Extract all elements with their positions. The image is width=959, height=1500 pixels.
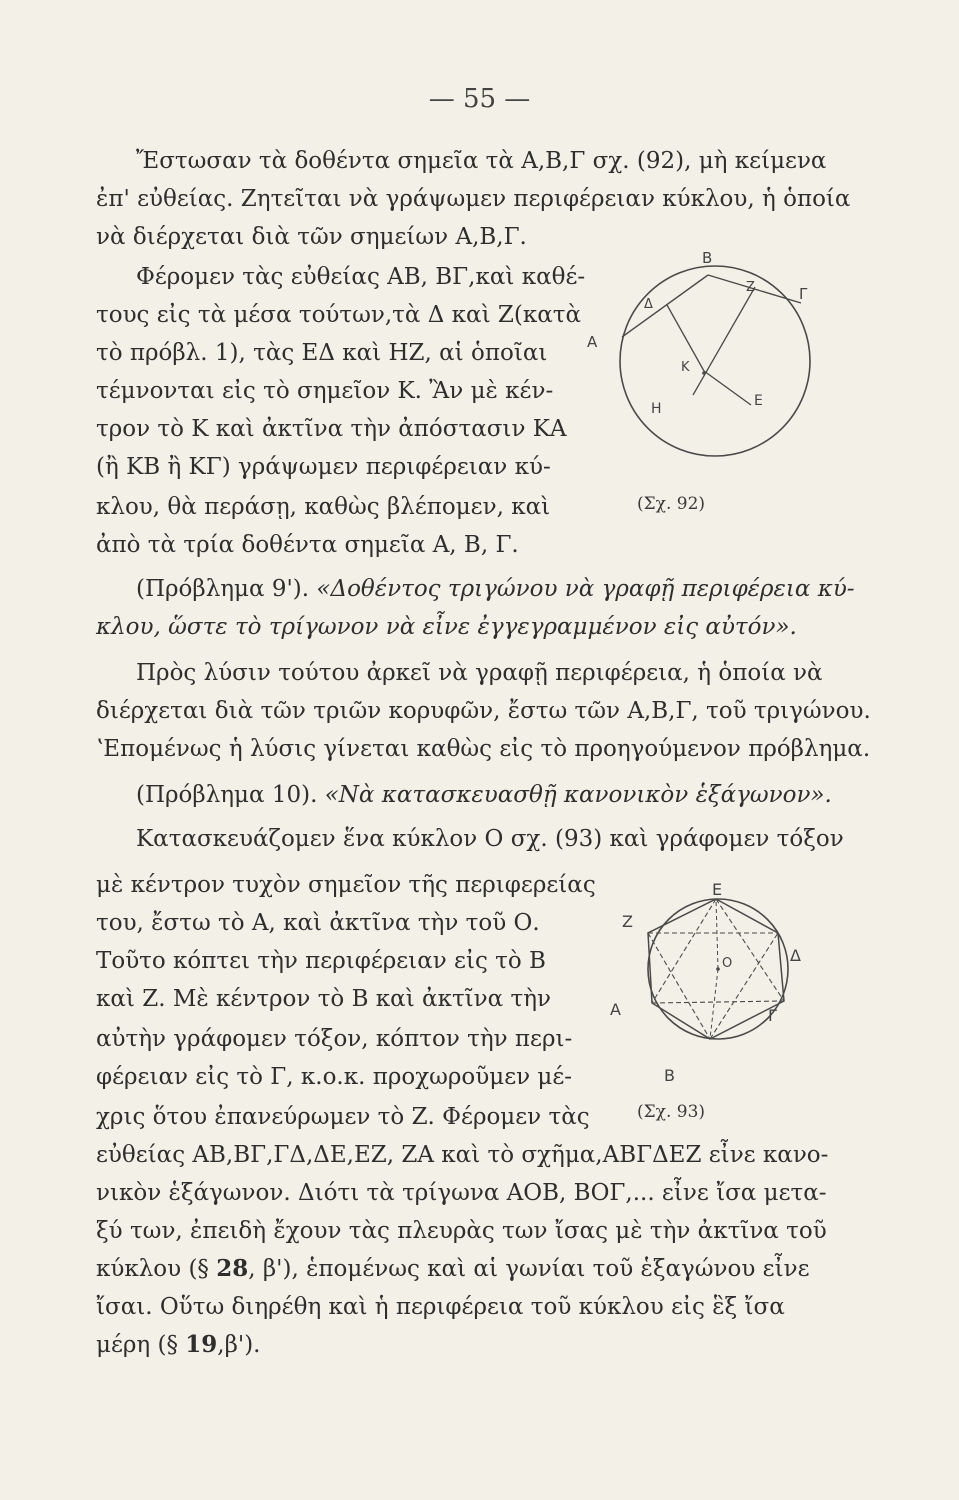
- text-line: ʽΕπομένως ἡ λύσις γίνεται καθὼς εἰς τὸ προηγούμενον πρόβλημα.: [96, 736, 871, 762]
- label-A: Α: [587, 333, 598, 351]
- text-line: Ἔστωσαν τὰ δοθέντα σημεῖα τὰ Α,Β,Γ σχ. (92), μὴ κείμενα: [136, 148, 827, 174]
- section-ref-28: 28: [216, 1255, 249, 1282]
- closing-line2: ἴσαι. Οὕτω διηρέθη καὶ ἡ περιφέρεια τοῦ κύκλου εἰς ἓξ ἴσα: [96, 1294, 785, 1320]
- text-line: Πρὸς λύσιν τούτου ἀρκεῖ νὰ γραφῇ περιφέρεια, ἡ ὁποία νὰ: [136, 660, 823, 686]
- text-line: Φέρομεν τὰς εὐθείας ΑΒ, ΒΓ,καὶ καθέ-: [136, 264, 586, 290]
- label-D: Δ: [644, 297, 653, 312]
- text-line: (ἢ ΚΒ ἢ ΚΓ) γράψωμεν περιφέρειαν κύ-: [96, 454, 551, 480]
- circumcircle: [620, 266, 810, 456]
- figure-93-hexagon: [600, 875, 840, 1105]
- closing-text: κύκλου (§: [96, 1256, 217, 1282]
- diagonal-AG: [652, 1001, 784, 1003]
- problem9-statement: «Δοθέντος τριγώνου νὰ γραφῇ περιφέρεια κύ-: [316, 576, 855, 602]
- label-G: Γ: [799, 285, 808, 303]
- text-line: ἐπ' εὐθείας. Ζητεῖται νὰ γράψωμεν περιφέρειαν κύκλου, ἡ ὁποία: [96, 186, 851, 212]
- problem9-line2: κλου, ὥστε τὸ τρίγωνον νὰ εἶνε ἐγγεγραμμένον εἰς αὐτόν».: [96, 614, 797, 640]
- text-line: κλου, θὰ περάσῃ, καθὼς βλέπομεν, καὶ: [96, 494, 551, 520]
- text-line: νὰ διέρχεται διὰ τῶν σημείων Α,Β,Γ.: [96, 224, 527, 250]
- text-line: ξύ των, ἐπειδὴ ἔχουν τὰς πλευρὰς των ἴσας μὲ τὴν ἀκτῖνα τοῦ: [96, 1218, 827, 1244]
- problem10-label: (Πρόβλημα 10).: [136, 782, 318, 808]
- label-D: Δ: [790, 946, 801, 965]
- problem9-line1: [136, 574, 855, 604]
- label-H: Η: [651, 401, 662, 417]
- text-line: τρον τὸ Κ καὶ ἀκτῖνα τὴν ἀπόστασιν ΚΑ: [96, 416, 567, 442]
- text-line: διέρχεται διὰ τῶν τριῶν κορυφῶν, ἔστω τῶν Α,Β,Γ, τοῦ τριγώνου.: [96, 698, 871, 724]
- text-line: τὸ πρόβλ. 1), τὰς ΕΔ καὶ ΗΖ, αἱ ὁποῖαι: [96, 340, 548, 366]
- label-E: Ε: [754, 393, 763, 409]
- label-A: Α: [610, 1000, 621, 1019]
- radius-OE: [716, 899, 718, 969]
- perpendicular-ED-ext: [704, 371, 751, 405]
- text-line: εὐθείας ΑΒ,ΒΓ,ΓΔ,ΔΕ,ΕΖ, ΖΑ καὶ τὸ σχῆμα,ΑΒΓΔΕΖ εἶνε κανο-: [96, 1142, 829, 1168]
- text-line: νικὸν ἑξάγωνον. Διότι τὰ τρίγωνα ΑΟΒ, ΒΟΓ,... εἶνε ἴσα μετα-: [96, 1180, 827, 1206]
- text-line: ἀπὸ τὰ τρία δοθέντα σημεῖα Α, Β, Γ.: [96, 532, 519, 558]
- label-E: Ε: [712, 880, 723, 899]
- closing-text: , β'), ἑπομένως καὶ αἱ γωνίαι τοῦ ἑξαγώνου εἶνε: [248, 1256, 810, 1282]
- diagonal-ZB: [648, 933, 710, 1039]
- label-O: Ο: [722, 956, 733, 971]
- label-Z: Ζ: [746, 280, 755, 295]
- text-line: αὐτὴν γράφομεν τόξον, κόπτον τὴν περι-: [96, 1026, 573, 1052]
- perpendicular-HZ: [693, 287, 755, 395]
- text-line: καὶ Ζ. Μὲ κέντρον τὸ Β καὶ ἀκτῖνα τὴν: [96, 986, 551, 1012]
- label-K: Κ: [681, 360, 690, 375]
- problem9-label: (Πρόβλημα 9').: [136, 576, 310, 602]
- section-ref-19: 19: [185, 1331, 218, 1358]
- text-line: του, ἔστω τὸ Α, καὶ ἀκτῖνα τὴν τοῦ Ο.: [96, 910, 540, 936]
- closing-line3: [96, 1330, 261, 1360]
- closing-text: μέρη (§: [96, 1332, 186, 1358]
- text-line: τέμνονται εἰς τὸ σημεῖον Κ. Ἂν μὲ κέν-: [96, 378, 554, 404]
- segment-AB: [622, 275, 708, 337]
- text-line: Τοῦτο κόπτει τὴν περιφέρειαν εἰς τὸ Β: [96, 948, 546, 974]
- figure-92-caption: (Σχ. 92): [637, 494, 706, 514]
- text-line: τους εἰς τὰ μέσα τούτων,τὰ Δ καὶ Ζ(κατὰ: [96, 302, 582, 328]
- text-line: φέρειαν εἰς τὸ Γ, κ.ο.κ. προχωροῦμεν μέ-: [96, 1064, 573, 1090]
- center-O: [716, 967, 720, 971]
- label-B: Β: [664, 1066, 675, 1085]
- text-line: μὲ κέντρον τυχὸν σημεῖον τῆς περιφερείας: [96, 872, 596, 898]
- center-K: [702, 371, 706, 375]
- figure-93-caption: (Σχ. 93): [637, 1102, 706, 1122]
- text-line: χρις ὅτου ἐπανεύρωμεν τὸ Ζ. Φέρομεν τὰς: [96, 1104, 590, 1130]
- closing-line1: [96, 1254, 810, 1284]
- closing-text: ,β').: [217, 1332, 261, 1358]
- label-Z: Ζ: [622, 912, 633, 931]
- problem10-line: [136, 780, 832, 810]
- diagonal-EG: [716, 899, 784, 1001]
- label-G: Γ: [768, 1006, 777, 1025]
- text-line: Κατασκευάζομεν ἕνα κύκλον Ο σχ. (93) καὶ γράφομεν τόξον: [136, 826, 844, 852]
- page-number: — 55 —: [428, 84, 531, 114]
- label-B: Β: [702, 249, 713, 267]
- figure-92-circumcircle: [575, 235, 820, 535]
- problem10-statement: «Νὰ κατασκευασθῇ κανονικὸν ἑξάγωνον».: [324, 782, 832, 808]
